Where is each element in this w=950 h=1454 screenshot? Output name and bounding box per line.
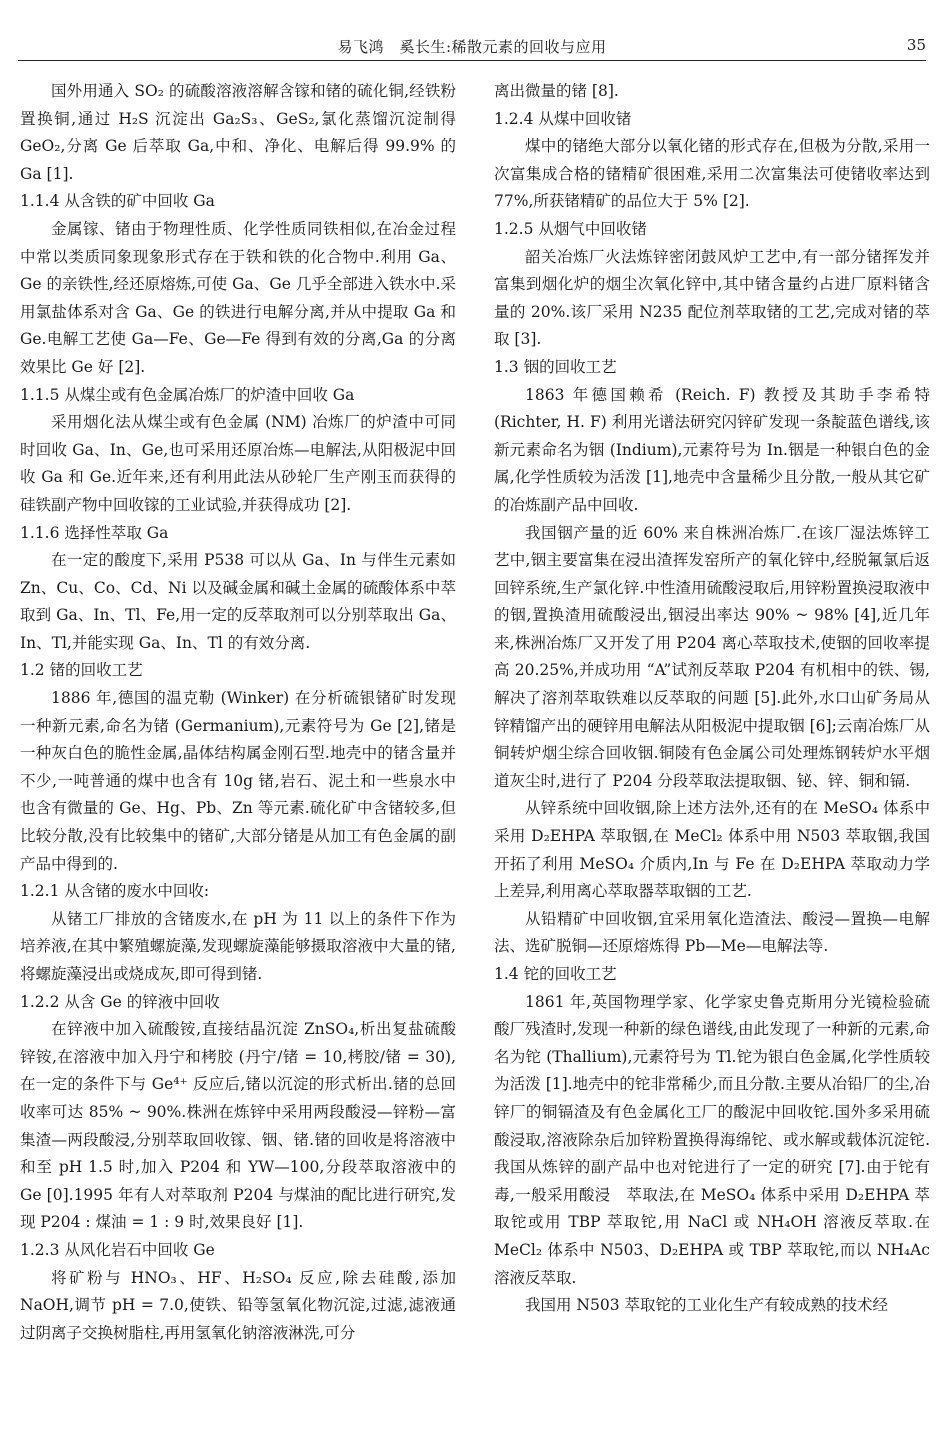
paragraph-1-3-b: 我国铟产量的近 60% 来自株洲冶炼厂.在该厂湿法炼锌工艺中,铟主要富集在浸出渣挥发窑所产的氧化锌中,经脱氟氯后返回锌系统,生产氯化锌.中性渣用硫酸浸取后,用锌粉置换浸取液中的铟,置换渣用硫酸浸出,铟浸出率达 90% ~ 98% [4],近几年来,株洲冶炼厂又开发了用 P204 离心萃取技术,使铟的回收率提高 20.25%,并成功用 “A”试剂反萃取 P204 有机相中的铁、锡,解决了溶剂萃取铁难以反萃取的问题 [5].此外,水口山矿务局从锌精馏产出的硬锌用电解法从阳极泥中提取铟 [6];云南冶炼厂从铜转炉烟尘综合回收铟.铜陵有色金属公司处理炼钢转炉水平烟道灰尘时,进行了 P204 分段萃取法提取铟、铋、锌、铜和镉.	[494, 523, 930, 790]
section-heading-1-2-3: 1.2.3 从风化岩石中回收 Ge	[20, 1240, 215, 1259]
paragraph-1-3-a: 1863 年德国赖希 (Reich. F) 教授及其助手李希特 (Richter, H. F) 利用光谱法研究闪锌矿发现一条靛蓝色谱线,该新元素命名为铟 (Indium),元素符号为 In.铟是一种银白色的金属,化学性质较为活泼 [1],地壳中含量稀少且分散,一般从其它矿的冶炼副产品中回收.	[494, 385, 930, 514]
section-heading-1-1-5: 1.1.5 从煤尘或有色金属冶炼厂的炉渣中回收 Ga	[20, 385, 355, 404]
section-heading-1-2-4: 1.2.4 从煤中回收锗	[494, 109, 632, 128]
paragraph-1-2-1: 从锗工厂排放的含锗废水,在 pH 为 11 以上的条件下作为培养液,在其中繁殖螺旋藻,发现螺旋藻能够摄取溶液中大量的锗,将螺旋藻浸出或烧成灰,即可得到锗.	[20, 909, 456, 983]
section-heading-1-2: 1.2 锗的回收工艺	[20, 661, 143, 680]
paragraph-1-3-d: 从铅精矿中回收铟,宜采用氧化造渣法、酸浸—置换—电解法、选矿脱铜—还原熔炼得 Pb—Me—电解法等.	[494, 909, 930, 956]
running-header	[18, 32, 926, 61]
right-column	[494, 78, 930, 1320]
paragraph-1-4-a: 1861 年,英国物理学家、化学家史鲁克斯用分光镜检验硫酸厂残渣时,发现一种新的绿色谱线,由此发现了一种新的元素,命名为铊 (Thallium),元素符号为 Tl.铊为银白色金属,化学性质较为活泼 [1].地壳中的铊非常稀少,而且分散.主要从冶铅厂的尘,冶锌厂的铜镉渣及有色金属化工厂的酸泥中回收铊.国外多采用硫酸浸取,溶液除杂后加锌粉置换得海绵铊、或水解或载体沉淀铊.我国从炼锌的副产品中也对铊进行了一定的研究 [7].由于铊有毒,一般采用酸浸 萃取法,在 MeSO₄ 体系中采用 D₂EHPA 萃取铊或用 TBP 萃取铊,用 NaCl 或 NH₄OH 溶液反萃取.在 MeCl₂ 体系中 N503、D₂EHPA 或 TBP 萃取铊,而以 NH₄Ac 溶液反萃取.	[494, 992, 930, 1287]
paragraph-1-2-4: 煤中的锗绝大部分以氧化锗的形式存在,但极为分散,采用一次富集成合格的锗精矿很困难,采用二次富集法可使锗收率达到 77%,所获锗精矿的品位大于 5% [2].	[494, 137, 930, 211]
paragraph-1-1-6: 在一定的酸度下,采用 P538 可以从 Ga、In 与伴生元素如 Zn、Cu、Co、Cd、Ni 以及碱金属和碱土金属的硫酸体系中萃取到 Ga、In、Tl、Fe,用一定的反萃取剂可以分别萃取出 Ga、In、Tl,并能实现 Ga、In、Tl 的有效分离.	[20, 551, 456, 652]
paragraph-1-2: 1886 年,德国的温克勒 (Winker) 在分析硫银锗矿时发现一种新元素,命名为锗 (Germanium),元素符号为 Ge [2],锗是一种灰白色的脆性金属,晶体结构属金刚石型.地壳中的锗含量并不少,一吨普通的煤中也含有 10g 锗,岩石、泥土和一些泉水中也含有微量的 Ge、Hg、Pb、Zn 等元素.硫化矿中含锗较多,但比较分散,没有比较集中的锗矿,大部分锗是从加工有色金属的副产品中得到的.	[20, 689, 456, 873]
section-heading-1-1-4: 1.1.4 从含铁的矿中回收 Ga	[20, 192, 215, 211]
section-heading-1-2-2: 1.2.2 从含 Ge 的锌液中回收	[20, 992, 220, 1011]
section-heading-1-1-6: 1.1.6 选择性萃取 Ga	[20, 523, 169, 542]
paragraph-ga-intro: 国外用通入 SO₂ 的硫酸溶液溶解含镓和锗的硫化铜,经铁粉置换铜,通过 H₂S 沉淀出 Ga₂S₃、GeS₂,氯化蒸馏沉淀制得 GeO₂,分离 Ge 后萃取 Ga,中和、净化、电解后得 99.9% 的 Ga [1].	[20, 82, 456, 183]
section-heading-1-4: 1.4 铊的回收工艺	[494, 965, 617, 983]
paragraph-1-3-c: 从锌系统中回收铟,除上述方法外,还有的在 MeSO₄ 体系中采用 D₂EHPA 萃取铟,在 MeCl₂ 体系中用 N503 萃取铟,我国开拓了利用 MeSO₄ 介质内,In 与 Fe 在 D₂EHPA 萃取动力学上差异,利用离心萃取器萃取铟的工艺.	[494, 799, 930, 901]
running-title: 易飞鸿 奚长生:稀散元素的回收与应用	[337, 38, 607, 56]
paragraph-1-4-b: 我国用 N503 萃取铊的工业化生产有较成熟的技术经	[525, 1296, 889, 1315]
paragraph-1-2-3: 将矿粉与 HNO₃、HF、H₂SO₄ 反应,除去硅酸,添加 NaOH,调节 pH = 7.0,使铁、铅等氢氧化物沉淀,过滤,滤液通过阴离子交换树脂柱,再用氢氧化钠溶液淋洗,可分	[20, 1268, 456, 1342]
section-heading-1-3: 1.3 铟的回收工艺	[494, 357, 617, 376]
section-heading-1-2-1: 1.2.1 从含锗的废水中回收:	[20, 882, 210, 901]
section-heading-1-2-5: 1.2.5 从烟气中回收锗	[494, 219, 647, 238]
paragraph-1-2-2: 在锌液中加入硫酸铵,直接结晶沉淀 ZnSO₄,析出复盐硫酸锌铵,在溶液中加入丹宁和栲胶 (丹宁/锗 = 10,栲胶/锗 = 30),在一定的条件下与 Ge⁴⁺ 反应后,锗以沉淀的形式析出.锗的总回收率可达 85% ~ 90%.株洲在炼锌中采用两段酸浸—锌粉—富集渣—两段酸浸,分别萃取回收镓、铟、锗.锗的回收是将溶液中和至 pH 1.5 时,加入 P204 和 YW—100,分段萃取溶液中的 Ge [0].1995 年有人对萃取剂 P204 与煤油的配比进行研究,发现 P204 : 煤油 = 1 : 9 时,效果良好 [1].	[20, 1020, 456, 1232]
left-column	[20, 78, 456, 1347]
paragraph-continuation: 离出微量的锗 [8].	[494, 82, 619, 100]
paragraph-1-1-5: 采用烟化法从煤尘或有色金属 (NM) 冶炼厂的炉渣中可同时回收 Ga、In、Ge,也可采用还原冶炼—电解法,从阳极泥中回收 Ga 和 Ge.近年来,还有利用此法从砂轮厂生产刚玉而获得的硅铁副产物中回收镓的工业试验,并获得成功 [2].	[20, 413, 456, 514]
page-number: 35	[906, 36, 926, 54]
paragraph-1-2-5: 韶关冶炼厂火法炼锌密闭鼓风炉工艺中,有一部分锗挥发并富集到烟化炉的烟尘次氧化锌中,其中锗含量约占进厂原料锗含量的 20%.该厂采用 N235 配位剂萃取锗的工艺,完成对锗的萃取 [3].	[494, 247, 930, 349]
paragraph-1-1-4: 金属镓、锗由于物理性质、化学性质同铁相似,在冶金过程中常以类质同象现象形式存在于铁和铁的化合物中.利用 Ga、Ge 的亲铁性,经还原熔炼,可使 Ga、Ge 几乎全部进入铁水中.采用氯盐体系对含 Ga、Ge 的铁进行电解分离,并从中提取 Ga 和 Ge.电解工艺使 Ga—Fe、Ge—Fe 得到有效的分离,Ga 的分离效果比 Ge 好 [2].	[20, 219, 456, 376]
